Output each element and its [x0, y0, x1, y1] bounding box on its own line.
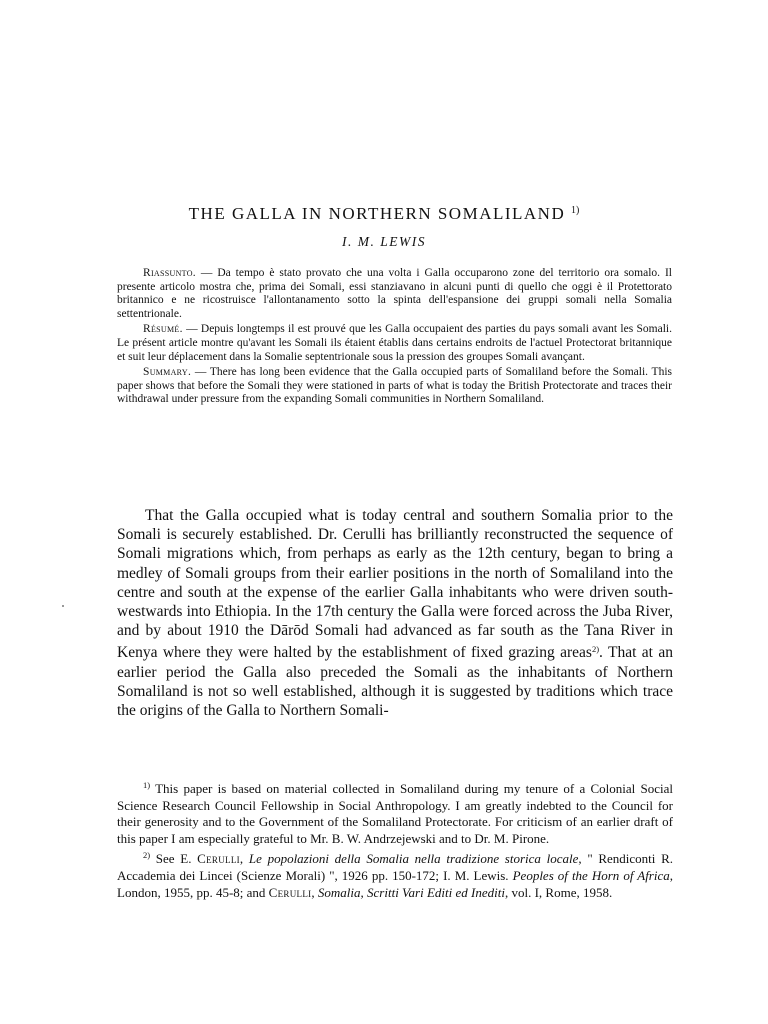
abstract-french-text: — Depuis longtemps il est prouvé que les Galla occupaient des parties du pays somali avant les Somali. Le présent article montre qu'avant les Somali ils étaient établis dans certains endroits de l'actuel Protectorat britannique et suit leur déplacement dans la Somalie septentrionale sous la pression des groupes Somali avançant. — [117, 323, 672, 363]
article-author: I. M. LEWIS — [342, 234, 426, 249]
title-footnote-marker: 1) — [570, 205, 580, 216]
abstract-english-label: Summary. — [143, 366, 192, 379]
footnote-2-rest-1: , " Rendiconti R. Accademia dei Lincei (Scienze Morali) ", 1926 pp. 150-172; I. M. Lewis. — [117, 851, 673, 883]
abstract-italian — [117, 267, 672, 321]
footnote-2-sep-1: , — [239, 851, 249, 867]
abstract-english — [117, 366, 672, 407]
footnote-2-sep-2: , — [311, 884, 318, 900]
abstract-english-text: — There has long been evidence that the Galla occupied parts of Somaliland before the Somali. This paper shows that before the Somali they were stationed in parts of what is today the British Protectorate and traces their withdrawal under pressure from the expanding Somali communities in Northern Somaliland. — [117, 366, 672, 406]
footnote-2-marker: 2) — [143, 850, 151, 861]
abstracts-block — [117, 267, 672, 409]
footnote-1 — [117, 777, 673, 847]
abstract-french-label: Résumé. — [143, 323, 183, 336]
margin-speck — [62, 605, 64, 607]
body-paragraph — [117, 506, 673, 720]
footnote-2-author-1: Cerulli — [197, 851, 240, 867]
footnote-1-text: This paper is based on material collected in Somaliland during my tenure of a Colonial Social Science Research Council Fellowship in Social Anthropology. I am greatly indebted to the Council for their generosity and to the Government of the Somaliland Protectorate. For criticism of an earlier draft of this paper I am especially grateful to Mr. B. W. Andrzejewski and to Dr. M. Pirone. — [117, 781, 673, 846]
footnote-2-work-2: Peoples of the Horn of Africa — [512, 867, 670, 883]
abstract-italian-label: Riassunto. — [143, 267, 196, 279]
footnote-2 — [117, 847, 673, 901]
body-text-part-2: . That at an earlier period the Galla also preceded the Somali as the inhabitants of Northern Somaliland is not so well established, although it is suggested by traditions which trace the origins of the Galla to Northern Somali- — [117, 644, 673, 720]
footnote-2-work-1: Le popolazioni della Somalia nella tradizione storica locale — [248, 851, 579, 867]
abstract-french — [117, 323, 672, 364]
footnote-2-rest-3: , vol. I, Rome, 1958. — [504, 884, 613, 900]
article-title — [0, 200, 768, 225]
footnote-1-marker: 1) — [143, 780, 151, 790]
footnote-2-work-3: Somalia, Scritti Vari Editi ed Inediti — [317, 884, 505, 900]
footnote-2-rest-2: , London, 1955, pp. 45-8; and — [117, 867, 674, 900]
body-footnote-marker: 2) — [591, 644, 600, 655]
footnotes-block — [117, 777, 673, 901]
abstract-italian-text: — Da tempo è stato provato che una volta i Galla occuparono zone del territorio ora somalo. Il presente articolo mostra che, prima dei Somali, essi stanziavano in alcuni punti di quello che oggi è il Protettorato britannico e ne ricostruisce l'allontanamento sotto la spinta dell'espansione dei gruppi somali nella Somalia settentrionale. — [117, 267, 672, 320]
footnote-2-see: See E. — [150, 851, 198, 867]
article-title-text: THE GALLA IN NORTHERN SOMALILAND — [188, 204, 566, 223]
footnote-2-author-2: Cerulli — [268, 884, 312, 900]
body-text-part-1: That the Galla occupied what is today central and southern Somalia prior to the Somali is securely established. Dr. Cerulli has brilliantly reconstructed the sequence of Somali migrations which, from perhaps as early as the 12th century, began to bring a medley of Somali groups from their earlier positions in the north of Somaliland into the centre and south at the expense of the earlier Galla inhabitants who were driven south-westwards into Ethiopia. In the 17th century the Galla were forced across the Juba River, and by about 1910 the Dārōd Somali had advanced as far south as the Tana River in Kenya where they were halted by the establishment of fixed grazing areas — [117, 507, 673, 662]
